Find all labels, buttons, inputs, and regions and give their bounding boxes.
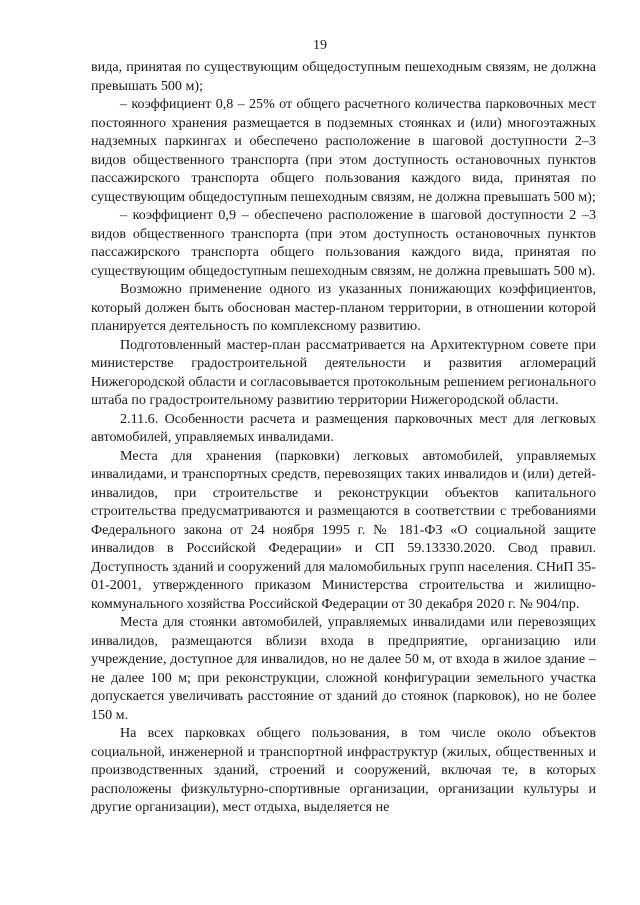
paragraph: Подготовленный мастер-план рассматривается на Архитектурном совете при министерстве градостроительной деятельности и развития агломераций Нижегородской области и согласовывается протокольным решением регионального штаба по градостроительному развитию территории Нижегородской области. (91, 336, 596, 408)
paragraph: Места для хранения (парковки) легковых автомобилей, управляемых инвалидами, и транспортных средств, перевозящих таких инвалидов и (или) детей-инвалидов, при строительстве и реконструкции объектов капитального строительства предусматриваются и размещаются в соответствии с требованиями Федерального закона от 24 ноября 1995 г. № 181-ФЗ «О социальной защите инвалидов в Российской Федерации» и СП 59.13330.2020. Свод правил. Доступность зданий и сооружений для маломобильных групп населения. СНиП 35-01-2001, утвержденного приказом Министерства строительства и жилищно-коммунального хозяйства Российской Федерации от 30 декабря 2020 г. № 904/пр. (91, 447, 596, 612)
paragraph: Места для стоянки автомобилей, управляемых инвалидами или перевозящих инвалидов, размещаются вблизи входа в предприятие, организацию или учреждение, доступное для инвалидов, но не далее 50 м, от входа в жилое здание – не далее 100 м; при реконструкции, сложной конфигурации земельного участка допускается увеличивать расстояние от зданий до стоянок (парковок), но не более 150 м. (91, 614, 596, 723)
section-heading: 2.11.6. Особенности расчета и размещения парковочных мест для легковых автомобилей, управляемых инвалидами. (91, 410, 596, 445)
paragraph: – коэффициент 0,8 – 25% от общего расчетного количества парковочных мест постоянного хранения размещается в подземных стоянках и (или) многоэтажных надземных паркингах и обеспечено расположение в шаговой доступности 2–3 видов общественного транспорта (при этом доступность остановочных пунктов пассажирского транспорта общего пользования каждого вида, принятая по существующим общедоступным пешеходным связям, не должна превышать 500 м); (91, 96, 596, 205)
paragraph: вида, принятая по существующим общедоступным пешеходным связям, не должна превышать 500 м); (91, 59, 596, 94)
paragraph: Возможно применение одного из указанных понижающих коэффициентов, который должен быть обоснован мастер-планом территории, в отношении которой планируется деятельность по комплексному развитию. (91, 281, 596, 334)
page-number: 19 (313, 38, 327, 53)
paragraph: – коэффициент 0,9 – обеспечено расположение в шаговой доступности 2 –3 видов общественного транспорта (при этом доступность остановочных пунктов пассажирского транспорта общего пользования каждого вида, принятая по существующим общедоступным пешеходным связям, не должна превышать 500 м). (91, 207, 596, 279)
paragraph: На всех парковках общего пользования, в том числе около объектов социальной, инженерной и транспортной инфраструктур (жилых, общественных и производственных зданий, строений и сооружений, включая те, в которых расположены физкультурно-спортивные организации, организации культуры и другие организации), мест отдыха, выделяется не (91, 725, 596, 815)
document-body (91, 58, 596, 817)
